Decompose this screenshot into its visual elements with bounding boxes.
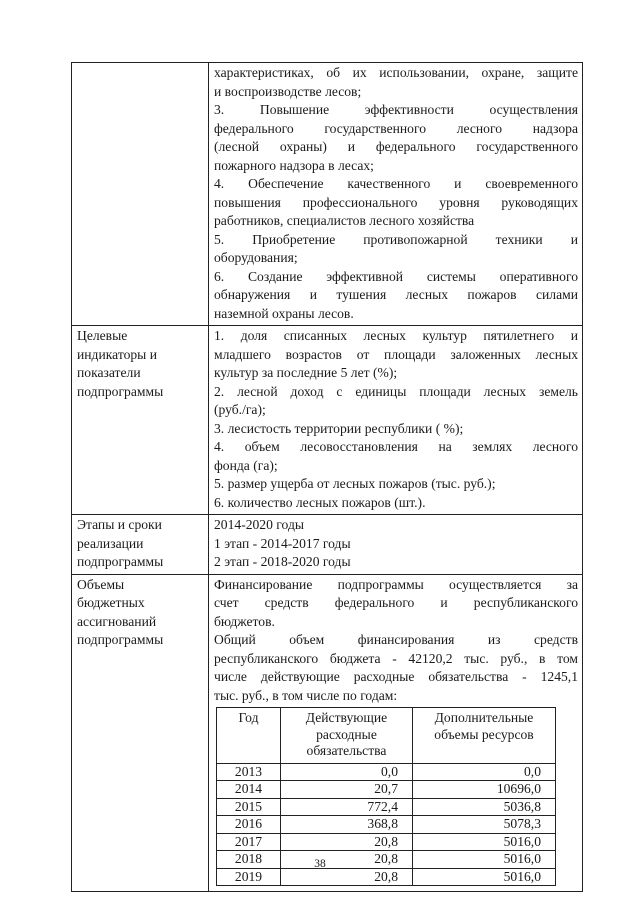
text-line: 3. Повышение эффективности осуществления <box>214 102 578 117</box>
additional-cell: 5016,0 <box>413 851 556 869</box>
table-row <box>217 868 556 886</box>
text-line: работников, специалистов лесного хозяйства <box>214 213 475 228</box>
text-line: 1. доля списанных лесных культур пятилетнего и <box>214 328 578 343</box>
current-cell: 20,8 <box>281 851 413 869</box>
row-indicators <box>72 326 583 515</box>
text-line: наземной охраны лесов. <box>214 305 354 321</box>
text-line: 4. Обеспечение качественного и своевременного <box>214 176 578 191</box>
label-line: Объемы <box>77 576 125 592</box>
stages-label-cell <box>72 515 209 575</box>
year-cell: 2017 <box>217 833 281 851</box>
subprogram-passport-table <box>71 62 583 892</box>
year-cell: 2014 <box>217 781 281 799</box>
label-line: реализации <box>77 535 144 551</box>
text-line: 2. лесной доход с единицы площади лесных земель <box>214 383 578 399</box>
indicators-label-cell <box>72 326 209 515</box>
stages-content-cell <box>209 515 583 575</box>
table-row <box>217 798 556 816</box>
text-line: повышения профессионального уровня руководящих <box>214 194 578 210</box>
table-row <box>217 781 556 799</box>
text-line: 2 этап - 2018-2020 годы <box>214 554 351 569</box>
text-line: 5. размер ущерба от лесных пожаров (тыс. руб.); <box>214 476 496 491</box>
current-cell: 20,8 <box>281 868 413 886</box>
text-line: фонда (га); <box>214 457 278 473</box>
current-cell: 0,0 <box>281 763 413 781</box>
tasks-label-cell <box>72 63 209 326</box>
label-line: показатели <box>77 365 141 380</box>
label-line: Этапы и сроки <box>77 517 162 532</box>
label-line: подпрограммы <box>77 632 164 647</box>
text-line: характеристиках, об их использовании, охране, защите <box>214 65 578 80</box>
additional-cell: 10696,0 <box>413 781 556 799</box>
year-cell: 2016 <box>217 816 281 834</box>
row-stages <box>72 515 583 575</box>
text-line: бюджетов. <box>214 613 275 629</box>
text-line: обнаружения и тушения лесных пожаров силами <box>214 287 578 302</box>
row-budget <box>72 574 583 892</box>
text-line: числе действующие расходные обязательства - 1245,1 <box>214 669 578 684</box>
current-cell: 20,8 <box>281 833 413 851</box>
text-line: тыс. руб., в том числе по годам: <box>214 687 398 703</box>
text-line: 4. объем лесовосстановления на землях лесного <box>214 439 578 454</box>
row-tasks <box>72 63 583 326</box>
label-line: подпрограммы <box>77 554 164 569</box>
text-line: младшего возрастов от площади заложенных лесных <box>214 346 578 362</box>
text-line: Общий объем финансирования из средств <box>214 632 578 647</box>
header-current-obligations: Действующие расходные обязательства <box>281 708 413 764</box>
year-cell: 2015 <box>217 798 281 816</box>
additional-cell: 5016,0 <box>413 833 556 851</box>
table-row <box>217 833 556 851</box>
current-cell: 772,4 <box>281 798 413 816</box>
text-line: пожарного надзора в лесах; <box>214 157 374 173</box>
header-additional-resources: Дополнительные объемы ресурсов <box>413 708 556 764</box>
label-line: Целевые <box>77 328 128 343</box>
text-line: республиканского бюджета - 42120,2 тыс. руб., в том <box>214 650 578 666</box>
text-line: (руб./га); <box>214 402 266 417</box>
table-row <box>217 763 556 781</box>
additional-cell: 5016,0 <box>413 868 556 886</box>
budget-label-cell <box>72 574 209 892</box>
budget-content-cell <box>209 574 583 892</box>
label-line: ассигнований <box>77 613 157 629</box>
text-line: оборудования; <box>214 250 298 265</box>
text-line: Финансирование подпрограммы осуществляется за <box>214 576 578 592</box>
text-line: 3. лесистость территории республики ( %); <box>214 420 464 436</box>
label-line: индикаторы и <box>77 346 157 362</box>
header-year: Год <box>217 708 281 764</box>
additional-cell: 0,0 <box>413 763 556 781</box>
indicators-content-cell <box>209 326 583 515</box>
text-line: 6. Создание эффективной системы оперативного <box>214 268 578 284</box>
table-row <box>217 816 556 834</box>
budget-label <box>77 576 204 650</box>
tasks-text <box>214 64 578 323</box>
label-line: подпрограммы <box>77 383 164 399</box>
text-line: культур за последние 5 лет (%); <box>214 365 398 380</box>
year-cell: 2013 <box>217 763 281 781</box>
text-line: 6. количество лесных пожаров (шт.). <box>214 494 426 510</box>
financing-header-row <box>217 708 556 764</box>
label-line: бюджетных <box>77 595 145 610</box>
text-line: федерального государственного лесного надзора <box>214 120 578 136</box>
budget-text <box>214 576 578 706</box>
text-line: 2014-2020 годы <box>214 517 304 532</box>
indicators-label <box>77 327 204 401</box>
text-line: счет средств федерального и республиканского <box>214 595 578 610</box>
text-line: и воспроизводстве лесов; <box>214 83 362 99</box>
page-number: 38 <box>314 858 326 870</box>
stages-text <box>214 516 578 572</box>
current-cell: 20,7 <box>281 781 413 799</box>
year-cell: 2018 <box>217 851 281 869</box>
tasks-content-cell <box>209 63 583 326</box>
year-cell: 2019 <box>217 868 281 886</box>
additional-cell: 5036,8 <box>413 798 556 816</box>
text-line: 5. Приобретение противопожарной техники и <box>214 231 578 247</box>
stages-label <box>77 516 204 572</box>
additional-cell: 5078,3 <box>413 816 556 834</box>
indicators-text <box>214 327 578 512</box>
text-line: (лесной охраны) и федерального государственного <box>214 139 578 154</box>
text-line: 1 этап - 2014-2017 годы <box>214 535 351 551</box>
current-cell: 368,8 <box>281 816 413 834</box>
